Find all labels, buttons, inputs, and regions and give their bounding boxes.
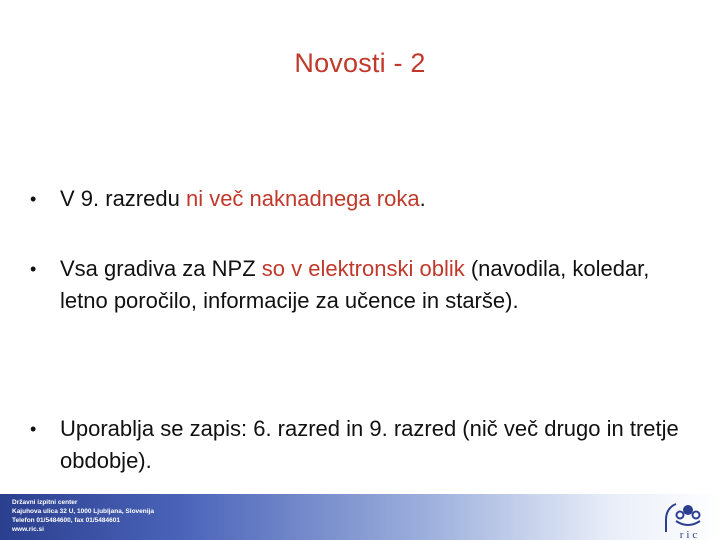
bullet-highlight: ni več naknadnega roka — [185, 186, 420, 211]
footer-bar — [0, 494, 720, 540]
bullet-text: V 9. razredu — [60, 186, 186, 211]
bullet-item — [30, 253, 700, 317]
bullet-dot: • — [30, 419, 37, 439]
footer-contact — [12, 498, 154, 534]
footer-website: www.ric.si — [12, 526, 44, 533]
bullet-text: Uporablja se zapis: 6. razred in 9. razred (nič več drugo in tretje obdobje). — [60, 416, 679, 473]
bullet-text: . — [419, 186, 426, 211]
bullet-text: (navodila, koledar, letno poročilo, informacije za učence in starše). — [60, 256, 650, 313]
footer-phone: Telefon 01/5484600, fax 01/5484601 — [12, 517, 120, 524]
ric-logo-icon — [658, 496, 716, 540]
bullet-dot: • — [30, 259, 37, 279]
footer-address: Kajuhova ulica 32 U, 1000 Ljubljana, Slovenija — [12, 508, 154, 515]
bullet-item — [30, 183, 426, 215]
bullet-highlight: so v elektronski oblik — [261, 256, 465, 281]
footer-org-name: Državni izpitni center — [12, 499, 78, 506]
svg-text:ric: ric — [679, 529, 701, 540]
slide-title: Novosti - 2 — [294, 48, 426, 78]
bullet-text: Vsa gradiva za NPZ — [60, 256, 262, 281]
bullet-dot: • — [30, 189, 37, 209]
bullet-item — [30, 413, 700, 477]
